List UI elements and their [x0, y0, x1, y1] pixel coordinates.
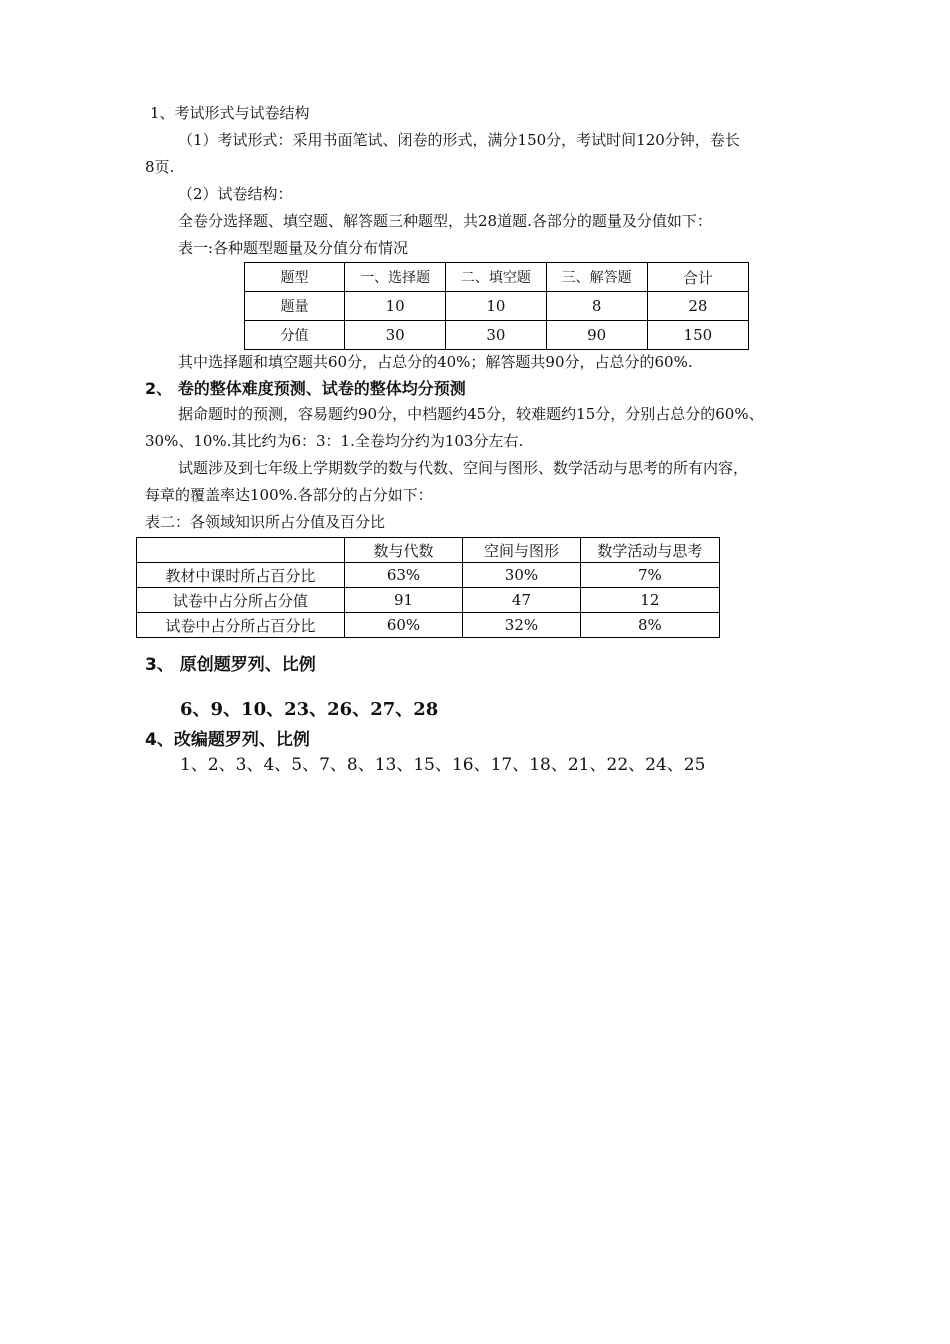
table1-cell: 分值 — [245, 321, 345, 350]
table1-header-cell: 合计 — [647, 263, 748, 292]
section2-para1-line2: 30%、10%.其比约为6：3：1.全卷均分约为103分左右. — [145, 432, 524, 450]
section1-heading: 1、考试形式与试卷结构 — [150, 104, 310, 122]
table1-caption: 表一:各种题型题量及分值分布情况 — [178, 239, 409, 257]
table2-cell: 试卷中占分所占分值 — [137, 588, 345, 613]
table2-caption: 表二：各领域知识所占分值及百分比 — [145, 513, 386, 531]
table2-header-cell: 数学活动与思考 — [580, 538, 719, 563]
table1 — [244, 262, 749, 350]
table2-cell: 60% — [344, 613, 462, 638]
table1-row — [245, 321, 749, 350]
section2-para2-line1: 试题涉及到七年级上学期数学的数与代数、空间与图形、数学活动与思考的所有内容， — [178, 459, 749, 477]
section1-item2: （2）试卷结构： — [178, 185, 293, 203]
table2-cell: 试卷中占分所占百分比 — [137, 613, 345, 638]
table2-cell: 47 — [463, 588, 580, 613]
table1-cell: 30 — [446, 321, 546, 350]
table2-row — [137, 563, 720, 588]
table1-cell: 10 — [345, 292, 446, 321]
section2-heading: 2、 卷的整体难度预测、试卷的整体均分预测 — [145, 379, 466, 398]
table1-cell: 30 — [345, 321, 446, 350]
table2 — [136, 537, 720, 638]
table1-header-cell: 题型 — [245, 263, 345, 292]
table1-cell: 题量 — [245, 292, 345, 321]
table2-cell: 91 — [344, 588, 462, 613]
table1-cell: 150 — [647, 321, 748, 350]
table2-row — [137, 613, 720, 638]
table1-cell: 8 — [546, 292, 647, 321]
table2-cell: 7% — [580, 563, 719, 588]
table2-header-cell — [137, 538, 345, 563]
table1-header-cell: 三、解答题 — [546, 263, 647, 292]
table2-header-row — [137, 538, 720, 563]
section1-summary: 全卷分选择题、填空题、解答题三种题型，共28道题.各部分的题量及分值如下： — [178, 212, 712, 230]
table1-cell: 90 — [546, 321, 647, 350]
section1-item1-line1: （1）考试形式：采用书面笔试、闭卷的形式，满分150分，考试时间120分钟，卷长 — [178, 131, 740, 149]
table2-cell: 32% — [463, 613, 580, 638]
section4-list: 1、2、3、4、5、7、8、13、15、16、17、18、21、22、24、25 — [180, 755, 706, 775]
table1-header-cell: 一、选择题 — [345, 263, 446, 292]
section1-item1-line2: 8页. — [145, 158, 175, 176]
section3-heading: 3、 原创题罗列、比例 — [145, 655, 316, 675]
section3-list: 6、9、10、23、26、27、28 — [180, 699, 439, 720]
table2-cell: 8% — [580, 613, 719, 638]
table1-cell: 28 — [647, 292, 748, 321]
table2-row — [137, 588, 720, 613]
table2-cell: 63% — [344, 563, 462, 588]
table2-cell: 教材中课时所占百分比 — [137, 563, 345, 588]
table2-header-cell: 空间与图形 — [463, 538, 580, 563]
section2-para2-line2: 每章的覆盖率达100%.各部分的占分如下： — [145, 486, 433, 504]
table1-row — [245, 292, 749, 321]
table1-header-row — [245, 263, 749, 292]
section2-para1-line1: 据命题时的预测，容易题约90分，中档题约45分，较难题约15分，分别占总分的60%、 — [178, 405, 764, 423]
table1-cell: 10 — [446, 292, 546, 321]
section4-heading: 4、改编题罗列、比例 — [145, 730, 310, 750]
table2-cell: 30% — [463, 563, 580, 588]
section1-note: 其中选择题和填空题共60分，占总分的40%；解答题共90分，占总分的60%. — [178, 353, 693, 371]
table1-header-cell: 二、填空题 — [446, 263, 546, 292]
table2-header-cell: 数与代数 — [344, 538, 462, 563]
table2-cell: 12 — [580, 588, 719, 613]
